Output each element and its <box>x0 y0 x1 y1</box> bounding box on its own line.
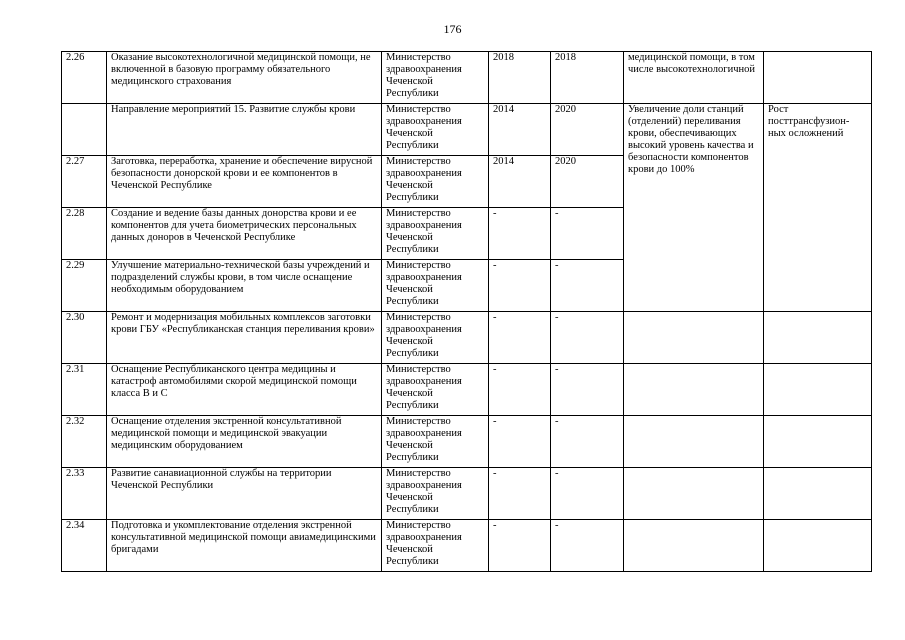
row-number <box>62 104 107 156</box>
end-year: - <box>551 260 624 312</box>
result-cell <box>624 364 764 416</box>
measures-table <box>61 51 872 572</box>
start-year: - <box>489 520 551 572</box>
end-year: - <box>551 364 624 416</box>
row-number: 2.31 <box>62 364 107 416</box>
measure-text: Создание и ведение базы данных донорства крови и ее компонентов для учета биометрических персональных данных доноров в Чеченской Республике <box>107 208 382 260</box>
row-number: 2.34 <box>62 520 107 572</box>
start-year: - <box>489 312 551 364</box>
measure-text: Развитие санавиационной службы на территории Чеченской Республики <box>107 468 382 520</box>
table-row <box>62 104 872 156</box>
end-year: - <box>551 520 624 572</box>
table-row <box>62 468 872 520</box>
table-row <box>62 416 872 468</box>
measure-text: Улучшение материально-технической базы учреждений и подразделений службы крови, в том числе оснащение необходимым оборудованием <box>107 260 382 312</box>
row-number: 2.30 <box>62 312 107 364</box>
indicator-cell <box>764 468 872 520</box>
result-cell <box>624 468 764 520</box>
table-row <box>62 520 872 572</box>
indicator-cell <box>764 312 872 364</box>
start-year: - <box>489 416 551 468</box>
table-row <box>62 312 872 364</box>
row-number: 2.29 <box>62 260 107 312</box>
end-year: - <box>551 312 624 364</box>
result-cell <box>624 312 764 364</box>
row-number: 2.26 <box>62 52 107 104</box>
measure-text: Направление мероприятий 15. Развитие службы крови <box>107 104 382 156</box>
ministry-cell: Министерство здравоохранения Чеченской Республики <box>382 260 489 312</box>
end-year: - <box>551 468 624 520</box>
row-number: 2.27 <box>62 156 107 208</box>
start-year: - <box>489 468 551 520</box>
ministry-cell: Министерство здравоохранения Чеченской Республики <box>382 104 489 156</box>
measure-text: Оснащение Республиканского центра медицины и катастроф автомобилями скорой медицинской помощи класса В и С <box>107 364 382 416</box>
end-year: - <box>551 416 624 468</box>
end-year: 2018 <box>551 52 624 104</box>
indicator-cell <box>764 364 872 416</box>
start-year: - <box>489 260 551 312</box>
row-number: 2.32 <box>62 416 107 468</box>
merged-result-cell: Увеличение доли станций (отделений) переливания крови, обеспечивающих высокий уровень качества и безопасности компонентов крови до 100% <box>624 104 764 312</box>
result-cell <box>624 416 764 468</box>
start-year: 2014 <box>489 104 551 156</box>
ministry-cell: Министерство здравоохранения Чеченской Республики <box>382 312 489 364</box>
table-row <box>62 364 872 416</box>
page-number: 176 <box>443 22 462 36</box>
indicator-cell <box>764 52 872 104</box>
end-year: 2020 <box>551 104 624 156</box>
ministry-cell: Министерство здравоохранения Чеченской Республики <box>382 208 489 260</box>
measure-text: Ремонт и модернизация мобильных комплексов заготовки крови ГБУ «Республиканская станция переливания крови» <box>107 312 382 364</box>
result-cell: медицинской помощи, в том числе высокотехнологичной <box>624 52 764 104</box>
ministry-cell: Министерство здравоохранения Чеченской Республики <box>382 156 489 208</box>
measure-text: Заготовка, переработка, хранение и обеспечение вирусной безопасности донорской крови и ее компонентов в Чеченской Республике <box>107 156 382 208</box>
ministry-cell: Министерство здравоохранения Чеченской Республики <box>382 468 489 520</box>
start-year: - <box>489 364 551 416</box>
measure-text: Оказание высокотехнологичной медицинской помощи, не включенной в базовую программу обязательного медицинского страхования <box>107 52 382 104</box>
end-year: 2020 <box>551 156 624 208</box>
ministry-cell: Министерство здравоохранения Чеченской Республики <box>382 52 489 104</box>
row-number: 2.28 <box>62 208 107 260</box>
ministry-cell: Министерство здравоохранения Чеченской Республики <box>382 364 489 416</box>
ministry-cell: Министерство здравоохранения Чеченской Республики <box>382 520 489 572</box>
indicator-cell <box>764 416 872 468</box>
start-year: 2018 <box>489 52 551 104</box>
measure-text: Оснащение отделения экстренной консультативной медицинской помощи и медицинской эвакуации медицинским оборудованием <box>107 416 382 468</box>
measure-text: Подготовка и укомплектование отделения экстренной консультативной медицинской помощи авиамедицинскими бригадами <box>107 520 382 572</box>
table-row <box>62 52 872 104</box>
start-year: 2014 <box>489 156 551 208</box>
indicator-cell <box>764 520 872 572</box>
ministry-cell: Министерство здравоохранения Чеченской Республики <box>382 416 489 468</box>
start-year: - <box>489 208 551 260</box>
end-year: - <box>551 208 624 260</box>
indicator-cell: Рост посттрансфузион-ных осложнений <box>764 104 872 312</box>
row-number: 2.33 <box>62 468 107 520</box>
result-cell <box>624 520 764 572</box>
